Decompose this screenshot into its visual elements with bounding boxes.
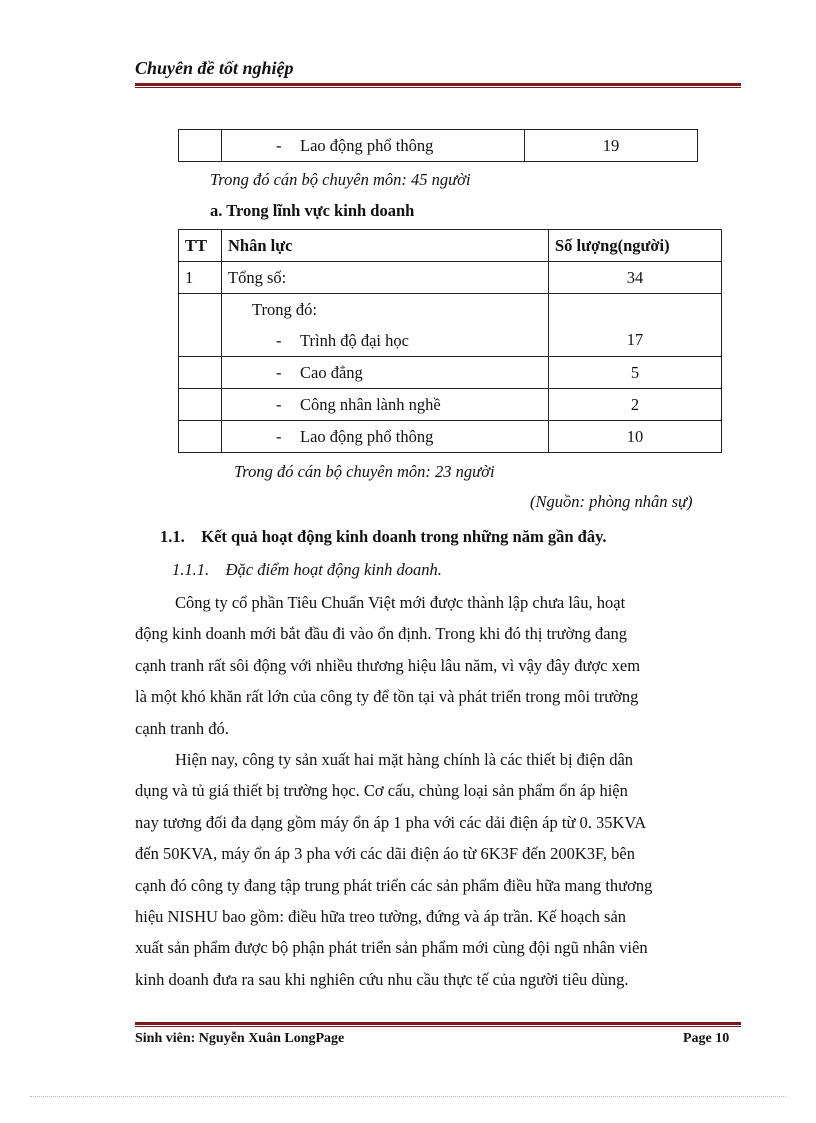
paragraph-line: đến 50KVA, máy ổn áp 3 pha với các dãi điện áo từ 6K3F đến 200K3F, bên [135, 844, 635, 864]
paragraph-line: cạnh tranh rất sôi động với nhiều thương hiệu lâu năm, vì vậy đây được xem [135, 655, 641, 675]
list-dash: - [276, 426, 282, 446]
row-label: Cao đẳng [300, 362, 363, 382]
table-row [179, 130, 698, 162]
table-cell-label [222, 130, 525, 162]
table-cell-tt [179, 130, 222, 162]
table-cell-value: 2 [549, 389, 722, 421]
header-tt: TT [179, 230, 222, 262]
paragraph-line: xuất sản phẩm được bộ phận phát triển sản phẩm mới cùng đội ngũ nhân viên [135, 938, 648, 958]
table-row [179, 421, 722, 453]
table-cell-label [222, 421, 549, 453]
table-cell-tt [179, 357, 222, 389]
table-cell-value: 10 [549, 421, 722, 453]
table-cell-tt [179, 421, 222, 453]
paragraph-line: nay tương đối đa dạng gồm máy ổn áp 1 pha với các dải điện áp từ 0. 35KVA [135, 812, 647, 832]
table-cell-label: Trong đó: [222, 294, 549, 326]
table-row [179, 389, 722, 421]
table-cell-value: 17 [549, 294, 722, 357]
table-cell-label [222, 389, 549, 421]
section-a-heading: a. Trong lĩnh vực kinh doanh [210, 201, 415, 220]
header-rule [135, 83, 741, 88]
note-specialists-45: Trong đó cán bộ chuyên môn: 45 người [210, 170, 471, 189]
paragraph-line: cạnh đó công ty đang tập trung phát triển các sản phẩm điều hữa mang thương [135, 875, 653, 895]
heading-1-1: 1.1. Kết quả hoạt động kinh doanh trong những năm gần đây. [160, 527, 607, 546]
table-business-staff [178, 229, 722, 453]
list-dash: - [276, 330, 282, 350]
paragraph-line: động kinh doanh mới bắt đầu đi vào ổn định. Trong khi đó thị trường đang [135, 624, 628, 644]
paragraph-line: Hiện nay, công ty sản xuất hai mặt hàng chính là các thiết bị điện dân [175, 750, 634, 769]
paragraph-line: là một khó khăn rất lớn của công ty để tồn tại và phát triển trong môi trường [135, 687, 639, 707]
paragraph-line: cạnh tranh đó. [135, 718, 229, 738]
row-label: Lao động phổ thông [300, 426, 434, 446]
table-row [179, 357, 722, 389]
paragraph-line: kinh doanh đưa ra sau khi nghiên cứu nhu cầu thực tế của người tiêu dùng. [135, 969, 629, 989]
table-cell-tt [179, 389, 222, 421]
list-dash: - [276, 135, 282, 155]
table-cell-value: 5 [549, 357, 722, 389]
list-dash: - [276, 394, 282, 414]
header-qty: Số lượng(người) [549, 230, 722, 262]
table-cell-value: 34 [549, 262, 722, 294]
list-dash: - [276, 362, 282, 382]
table-continuation [178, 129, 698, 162]
table-cell-tt [179, 294, 222, 357]
table-cell-label [222, 357, 549, 389]
heading-1-1-1: 1.1.1. Đặc điểm hoạt động kinh doanh. [172, 560, 442, 579]
table-row [179, 294, 722, 326]
row-label: Lao động phổ thông [300, 135, 434, 155]
row-label: Trình độ đại học [300, 330, 409, 350]
table-cell-tt: 1 [179, 262, 222, 294]
page-bottom-divider [30, 1096, 786, 1097]
footer-student: Sinh viên: Nguyễn Xuân LongPage [135, 1031, 345, 1046]
paragraph-line: dụng và tủ giá thiết bị trường học. Cơ cấu, chủng loại sản phẩm ổn áp hiện [135, 781, 628, 801]
source-note: (Nguồn: phòng nhân sự) [530, 492, 693, 511]
paragraph-line: hiệu NISHU bao gồm: điều hữa treo tường, đứng và áp trần. Kế hoạch sản [135, 907, 627, 927]
paragraph-line: Công ty cổ phần Tiêu Chuẩn Việt mới được thành lập chưa lâu, hoạt [175, 593, 626, 612]
footer-page-number: Page 10 [683, 1031, 730, 1046]
table-cell-label: Tổng số: [222, 262, 549, 294]
table-cell-label [222, 325, 549, 357]
table-header-row [179, 230, 722, 262]
footer-rule [135, 1022, 741, 1027]
paragraph-2 [135, 744, 741, 995]
row-label: Công nhân lành nghề [300, 394, 441, 414]
table-cell-value: 19 [525, 130, 698, 162]
paragraph-1 [135, 587, 741, 744]
table-row [179, 262, 722, 294]
document-header-title: Chuyên đề tốt nghiệp [135, 58, 294, 78]
note-specialists-23: Trong đó cán bộ chuyên môn: 23 người [234, 462, 495, 481]
header-name: Nhân lực [222, 230, 549, 262]
